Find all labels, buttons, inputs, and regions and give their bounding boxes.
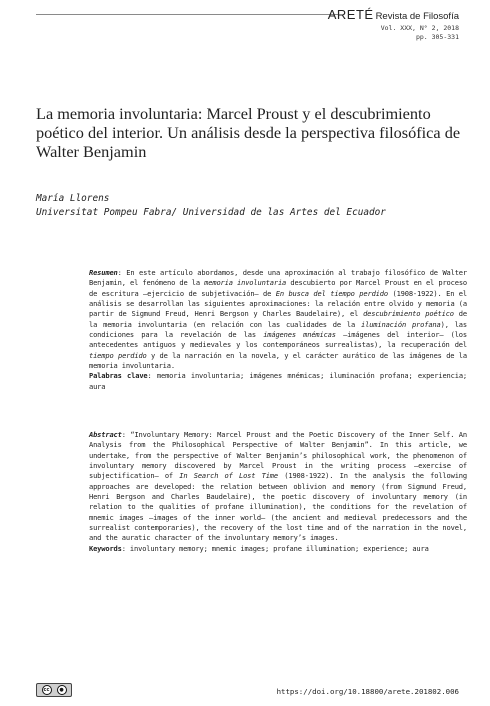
author-affiliation: Universitat Pompeu Fabra/ Universidad de las Artes del Ecuador bbox=[36, 207, 386, 218]
by-person-icon: ● bbox=[57, 685, 67, 695]
article-title: La memoria involuntaria: Marcel Proust y el descubrimiento poético del interior. Un análisis desde la perspectiva filosófica de Walter Benjamin bbox=[36, 104, 461, 161]
header-rule bbox=[36, 14, 338, 15]
cc-icon: cc bbox=[42, 685, 52, 695]
abstract-es-label: Resumen bbox=[89, 268, 118, 277]
keywords-es: Palabras clave: memoria involuntaria; imágenes mnémicas; iluminación profana; experiencia; aura bbox=[89, 371, 468, 391]
abstract-spanish bbox=[89, 268, 467, 392]
author-block bbox=[36, 192, 476, 220]
journal-volume: Vol. XXX, N° 2, 2018 bbox=[380, 24, 459, 32]
journal-logo: ARETÉ bbox=[327, 7, 374, 22]
abstract-en-body: Abstract: “Involuntary Memory: Marcel Proust and the Poetic Discovery of the Inner Self. An Analysis from the Philosophical Perspective of Walter Benjamin”. In this article, we undertake, from the perspective of Walter Benjamin’s philosophical work, the phenomenon of involuntary memory discovered by Marcel Proust in the writing process –exercise of subjectification– of In Search of Lost Time (1908-1922). In the analysis the following approaches are developed: the relation between oblivion and memory (from Sigmund Freud, Henri Bergson and Charles Baudelaire), the poetic discovery of involuntary memory (in relation to the qualities of profane illumination), the conditions for the revelation of mnemic images –images of the inner world– (the ancient and medieval predecessors and the surrealist contemporaries), the recovery of the lost time and of the narration in the novel, and the auratic character of the involuntary memory’s images. bbox=[89, 430, 467, 543]
journal-name: Revista de Filosofía bbox=[375, 11, 459, 22]
journal-header bbox=[328, 7, 459, 40]
journal-pages: pp. 305-331 bbox=[415, 32, 459, 41]
abstract-english bbox=[89, 430, 467, 554]
abstract-es-body: Resumen: En este artículo abordamos, desde una aproximación al trabajo filosófico de Walter Benjamin, el fenómeno de la memoria involuntaria descubierto por Marcel Proust en el proceso de escritura –ejercicio de subjetivación– de En busca del tiempo perdido (1908-1922). En el análisis se desarrollan las siguientes aproximaciones: la relación entre olvido y memoria (a partir de Sigmund Freud, Henri Bergson y Charles Baudelaire), el descubrimiento poético de la memoria involuntaria (en relación con las cualidades de la iluminación profana), las condiciones para la revelación de las imágenes mnémicas –imágenes del interior– (los antecedentes antiguos y medievales y los contemporáneos surrealistas), la recuperación del tiempo perdido y de la narración en la novela, y el carácter aurático de las imágenes de la memoria involuntaria. bbox=[89, 268, 468, 371]
keywords-en-label: Keywords bbox=[89, 543, 122, 553]
keywords-en: Keywords: involuntary memory; mnemic images; profane illumination; experience; aura bbox=[89, 543, 429, 553]
cc-by-icon bbox=[36, 683, 72, 697]
keywords-es-label: Palabras clave bbox=[89, 371, 148, 381]
author-name: María Llorens bbox=[36, 193, 110, 204]
abstract-en-label: Abstract bbox=[89, 430, 122, 439]
doi-link[interactable]: https://doi.org/10.18800/arete.201802.006 bbox=[276, 687, 459, 696]
